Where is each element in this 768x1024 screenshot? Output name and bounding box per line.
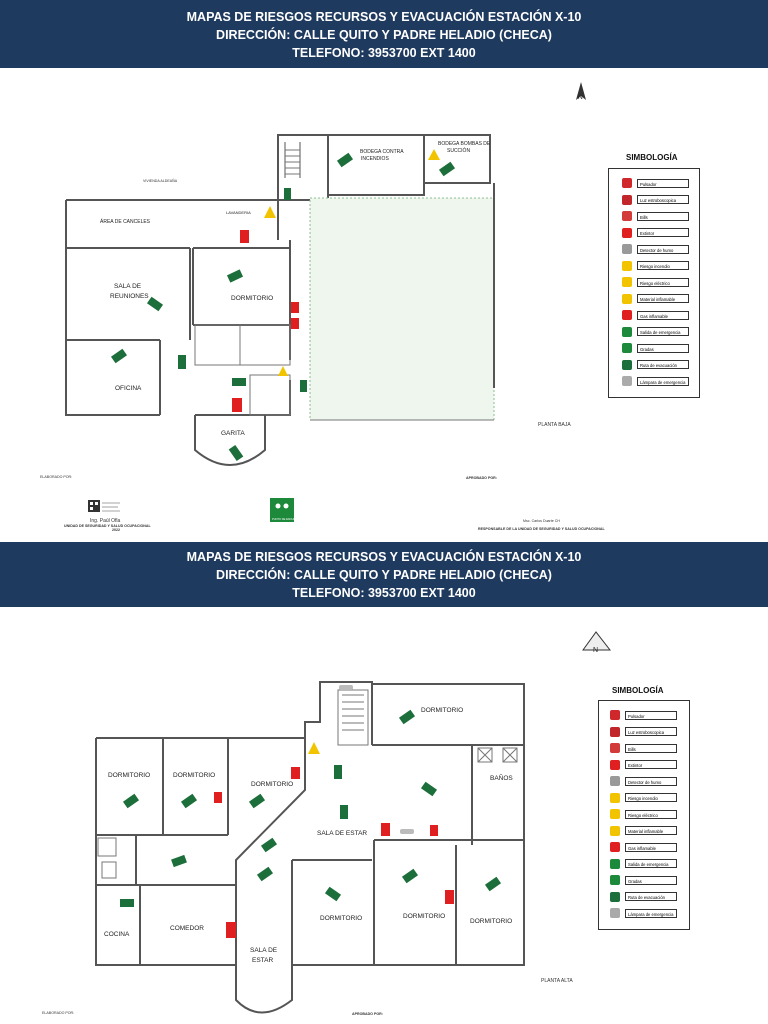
dormitorio-label-1: DORMITORIO <box>421 707 464 714</box>
legend-label: Luz estroboscopica <box>637 195 689 204</box>
legend-symbol-icon <box>610 793 620 803</box>
legend-label: Salida de emergencia <box>625 859 677 868</box>
legend-label: Lámpara de emergencia <box>637 377 689 386</box>
sheet2-banner <box>0 542 768 607</box>
legend-symbol-icon <box>610 760 620 770</box>
author-unit: UNIDAD DE SEGURIDAD Y SALUD OCUPACIONAL <box>64 524 151 528</box>
legend-label: Riesgo eléctrico <box>625 810 677 819</box>
legend-symbol-icon <box>622 376 632 386</box>
dormitorio-label-g: DORMITORIO <box>231 295 274 302</box>
upper-legend-item <box>610 710 677 720</box>
upper-legend-item <box>610 908 677 918</box>
legend-label: Detector de humo <box>637 245 689 254</box>
garita-label: GARITA <box>221 430 245 437</box>
north-arrow-icon-2 <box>583 632 610 654</box>
legend-symbol-icon <box>622 195 632 205</box>
ground-legend-item <box>622 195 689 205</box>
sheet2-phone: TELEFONO: 3953700 EXT 1400 <box>292 586 476 600</box>
legend-label: Ruta de evacuación <box>625 892 677 901</box>
approver-unit: RESPONSABLE DE LA UNIDAD DE SEGURIDAD Y SALUD OCUPACIONAL <box>478 527 605 531</box>
bodega-contra-label: BODEGA CONTRA <box>360 149 404 155</box>
upper-floor-walls <box>96 682 524 1013</box>
ground-legend-item <box>622 211 689 221</box>
upper-legend-item <box>610 842 677 852</box>
legend-label: Extintor <box>625 760 677 769</box>
ground-legend-item <box>622 277 689 287</box>
upper-legend-item <box>610 826 677 836</box>
legend-symbol-icon <box>622 211 632 221</box>
legend-symbol-icon <box>622 360 632 370</box>
vivienda-label: VIVIENDA ALDEAÑA <box>143 179 178 183</box>
legend-symbol-icon <box>622 244 632 254</box>
upper-legend-item <box>610 809 677 819</box>
sheet1-title: MAPAS DE RIESGOS RECURSOS Y EVACUACIÓN ESTACIÓN X-10 <box>186 10 582 24</box>
legend-symbol-icon <box>610 776 620 786</box>
dormitorio-label-5: DORMITORIO <box>320 915 363 922</box>
ground-legend-item <box>622 294 689 304</box>
legend-label: Extintor <box>637 228 689 237</box>
sheet1-phone: TELEFONO: 3953700 EXT 1400 <box>292 46 476 60</box>
upper-legend-item <box>610 859 677 869</box>
ground-legend-item <box>622 178 689 188</box>
legend-label: Ruta de evacuación <box>637 360 689 369</box>
legend-symbol-icon <box>622 178 632 188</box>
legend-symbol-icon <box>622 261 632 271</box>
riesgo-electrico-icons-2 <box>308 742 320 754</box>
north-label-2: N <box>593 647 599 654</box>
legend-symbol-icon <box>622 310 632 320</box>
oficina-label: OFICINA <box>115 385 142 392</box>
sheet1-banner <box>0 0 768 68</box>
upper-legend-item <box>610 892 677 902</box>
sheet2-address: DIRECCIÓN: CALLE QUITO Y PADRE HELADIO (CHECA) <box>216 568 552 582</box>
legend-label: Material inflamable <box>637 294 689 303</box>
author-name: Ing. Paúl Ofla <box>90 518 121 524</box>
meeting-point-icon <box>270 498 303 522</box>
legend-symbol-icon <box>610 710 620 720</box>
sheet1-address: DIRECCIÓN: CALLE QUITO Y PADRE HELADIO (CHECA) <box>216 28 552 42</box>
legend-label: Bills <box>625 744 677 753</box>
sheet2-title: MAPAS DE RIESGOS RECURSOS Y EVACUACIÓN ESTACIÓN X-10 <box>186 550 582 564</box>
legend-symbol-icon <box>610 826 620 836</box>
legend-symbol-icon <box>610 743 620 753</box>
legend-label: Detector de humo <box>625 777 677 786</box>
legend-label: Riesgo incendio <box>625 793 677 802</box>
signature-stamp-icon <box>102 503 120 511</box>
elaborado-label: ELABORADO POR: <box>40 475 73 479</box>
reuniones-label: REUNIONES <box>110 293 149 300</box>
legend-title-upper: SIMBOLOGÍA <box>612 686 664 695</box>
legend-label: Luz estroboscopica <box>625 727 677 736</box>
aprobado-label: APROBADO POR: <box>466 476 497 480</box>
north-label: N <box>578 94 583 101</box>
legend-label: Lámpara de emergencia <box>625 909 677 918</box>
legend-label: Riesgo incendio <box>637 261 689 270</box>
stairs-icon <box>285 142 300 178</box>
dormitorio-label-2: DORMITORIO <box>108 772 151 779</box>
incendios-label: INCENDIOS <box>361 156 389 162</box>
ground-legend-item <box>622 261 689 271</box>
sala-de-estar-label: SALA DE ESTAR <box>317 830 368 837</box>
legend-symbol-icon <box>610 875 620 885</box>
sala-de-label-2: SALA DE <box>250 947 278 954</box>
dormitorio-label-7: DORMITORIO <box>470 918 513 925</box>
estar-label: ESTAR <box>252 957 274 964</box>
comedor-label: COMEDOR <box>170 925 204 932</box>
legend-symbol-icon <box>622 228 632 238</box>
elaborado-label-2: ELABORADO POR: <box>42 1011 75 1015</box>
upper-legend-item <box>610 760 677 770</box>
legend-label: Riesgo eléctrico <box>637 278 689 287</box>
meeting-point-label: PUNTO DE ENCUENTRO <box>272 518 303 521</box>
legend-symbol-icon <box>622 343 632 353</box>
upper-legend-item <box>610 793 677 803</box>
ground-legend-item <box>622 343 689 353</box>
legend-symbol-icon <box>610 842 620 852</box>
legend-label: Gradas <box>637 344 689 353</box>
bodega-bombas-label: BODEGA BOMBAS DE <box>438 141 491 147</box>
legend-symbol-icon <box>610 859 620 869</box>
ground-legend-item <box>622 327 689 337</box>
sink-icons <box>478 748 517 762</box>
legend-label: Gas inflamable <box>637 311 689 320</box>
dormitorio-label-3: DORMITORIO <box>173 772 216 779</box>
ground-legend-item <box>622 244 689 254</box>
banos-label: BAÑOS <box>490 775 513 782</box>
upper-legend-item <box>610 727 677 737</box>
planta-alta-label: PLANTA ALTA <box>541 978 573 984</box>
legend-symbol-icon <box>622 327 632 337</box>
stairs-upper <box>338 690 368 745</box>
ground-floor-walls <box>66 200 290 415</box>
courtyard-area <box>310 198 494 420</box>
ground-legend-item <box>622 310 689 320</box>
aprobado-label-2: APROBADO POR: <box>352 1012 383 1016</box>
legend-label: Gradas <box>625 876 677 885</box>
lavanderia-label: LAVANDERIA <box>226 210 251 215</box>
upper-legend-item <box>610 776 677 786</box>
cocina-label: COCINA <box>104 931 130 938</box>
evacuation-route-icons-2 <box>120 710 501 907</box>
legend-label: Material inflamable <box>625 826 677 835</box>
legend-label: Pulsador <box>625 711 677 720</box>
author-year: 2022 <box>112 528 120 532</box>
legend-symbol-icon <box>610 892 620 902</box>
legend-symbol-icon <box>610 727 620 737</box>
emergency-lamp-icons <box>339 685 414 834</box>
legend-label: Gas inflamable <box>625 843 677 852</box>
approver-name: Msc. Carlos Duarte CH <box>523 519 560 523</box>
upper-legend-item <box>610 875 677 885</box>
legend-symbol-icon <box>622 294 632 304</box>
ground-legend-item <box>622 228 689 238</box>
area-canceles-label: ÁREA DE CANCELES <box>100 219 151 225</box>
legend-label: Pulsador <box>637 179 689 188</box>
sala-de-label: SALA DE <box>114 283 142 290</box>
dormitorio-label-4: DORMITORIO <box>251 781 294 788</box>
garita-bay <box>195 415 265 465</box>
legend-label: Bills <box>637 212 689 221</box>
north-arrow-icon <box>576 82 586 101</box>
planta-baja-label: PLANTA BAJA <box>538 422 571 428</box>
legend-symbol-icon <box>610 908 620 918</box>
ground-legend-item <box>622 360 689 370</box>
legend-symbol-icon <box>610 809 620 819</box>
qr-code-icon <box>88 500 100 512</box>
dormitorio-label-6: DORMITORIO <box>403 913 446 920</box>
legend-title-ground: SIMBOLOGÍA <box>626 153 678 162</box>
ground-legend-item <box>622 376 689 386</box>
legend-label: Salida de emergencia <box>637 327 689 336</box>
legend-symbol-icon <box>622 277 632 287</box>
upper-legend-item <box>610 743 677 753</box>
succion-label: SUCCIÓN <box>447 148 471 154</box>
